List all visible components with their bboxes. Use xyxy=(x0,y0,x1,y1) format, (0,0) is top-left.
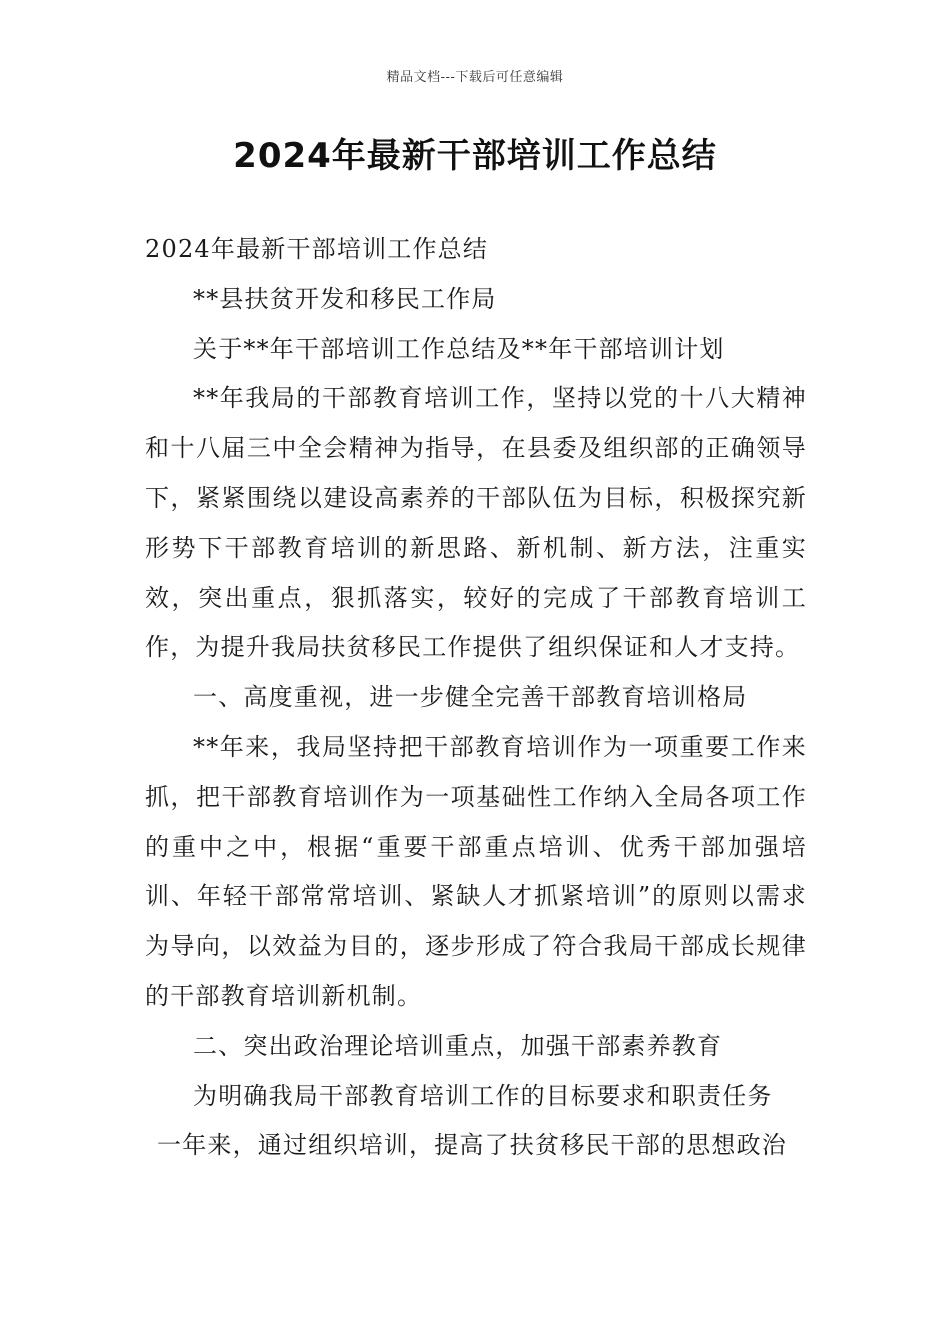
paragraph-section-two: 为明确我局干部教育培训工作的目标要求和职责任务 xyxy=(193,1081,773,1110)
paragraph-organization: **县扶贫开发和移民工作局 xyxy=(193,284,497,313)
paragraph-section-one: **年来，我局坚持把干部教育培训作为一项重要工作来抓，把干部教育培训作为一项基础性工作纳入全局各项工作的重中之中，根据“重要干部重点培训、优秀干部加强培训、年轻干部常常培训、紧缺人才抓紧培训”的原则以需求为导向，以效益为目的，逐步形成了符合我局干部成长规律的干部教育培训新机制。 xyxy=(145,732,807,1010)
paragraph-report-heading: 关于**年干部培训工作总结及**年干部培训计划 xyxy=(193,334,725,363)
document-title: 2024年最新干部培训工作总结 xyxy=(233,136,717,176)
document-body xyxy=(145,225,807,1171)
paragraph-section-two-continued: 一年来，通过组织培训，提高了扶贫移民干部的思想政治 xyxy=(157,1131,787,1160)
paragraph-intro: **年我局的干部教育培训工作，坚持以党的十八大精神和十八届三中全会精神为指导，在县委及组织部的正确领导下，紧紧围绕以建设高素养的干部队伍为目标，积极探究新形势下干部教育培训的新思路、新机制、新方法，注重实效，突出重点，狠抓落实，较好的完成了干部教育培训工作，为提升我局扶贫移民工作提供了组织保证和人才支持。 xyxy=(145,384,807,662)
section-heading-two: 二、突出政治理论培训重点，加强干部素养教育 xyxy=(193,1031,723,1060)
paragraph-subtitle: 2024年最新干部培训工作总结 xyxy=(145,235,489,263)
section-heading-one: 一、高度重视，进一步健全完善干部教育培训格局 xyxy=(193,683,748,712)
header-note: 精品文档---下载后可任意编辑 xyxy=(386,70,564,85)
